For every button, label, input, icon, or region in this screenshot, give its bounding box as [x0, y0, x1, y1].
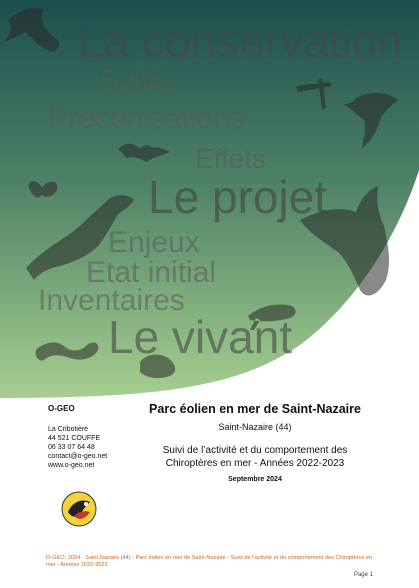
address-line2: 44 521 COUFFE	[48, 435, 101, 442]
address-line1: La Cribotière	[48, 426, 89, 433]
organisation-block	[48, 404, 138, 470]
website-link[interactable]: www.o-geo.net	[48, 462, 95, 469]
keyword-inventaires: Inventaires	[38, 284, 185, 317]
ogeo-logo-icon	[60, 490, 98, 528]
phone-number: 06 33 07 64 48	[48, 444, 95, 451]
keyword-enjeux: Enjeux	[108, 226, 200, 259]
keyword-effets: Effets	[195, 143, 267, 174]
subject-line-2: Chiroptères en mer - Années 2022-2023	[165, 458, 345, 469]
keyword-preconisations: Préconisations	[48, 102, 245, 135]
keyword-etat-initial: Etat initial	[86, 256, 217, 289]
document-date: Septembre 2024	[228, 476, 282, 483]
page-number: Page 1	[353, 572, 373, 578]
document-location: Saint-Nazaire (44)	[218, 422, 292, 432]
page-footer: O-GEO, 2024 - Saint-Nazaire (44) - Parc éolien en mer de Saint-Nazaire - Suivi de l’activité et du comportement des Chiroptères en mer - Années 2022-2023	[46, 555, 373, 568]
document-subject	[140, 444, 370, 470]
email-link[interactable]: contact@o-geo.net	[48, 453, 108, 460]
organisation-name: O-GEO	[48, 404, 75, 413]
keyword-suivis: Suivis	[100, 65, 175, 96]
keyword-vivant: Le vivant	[108, 311, 293, 363]
keyword-projet: Le projet	[148, 171, 328, 223]
document-title: Parc éolien en mer de Saint-Nazaire	[149, 402, 361, 416]
subject-line-1: Suivi de l’activité et du comportement des	[162, 445, 348, 456]
keyword-conservation: La conservation	[78, 15, 403, 67]
